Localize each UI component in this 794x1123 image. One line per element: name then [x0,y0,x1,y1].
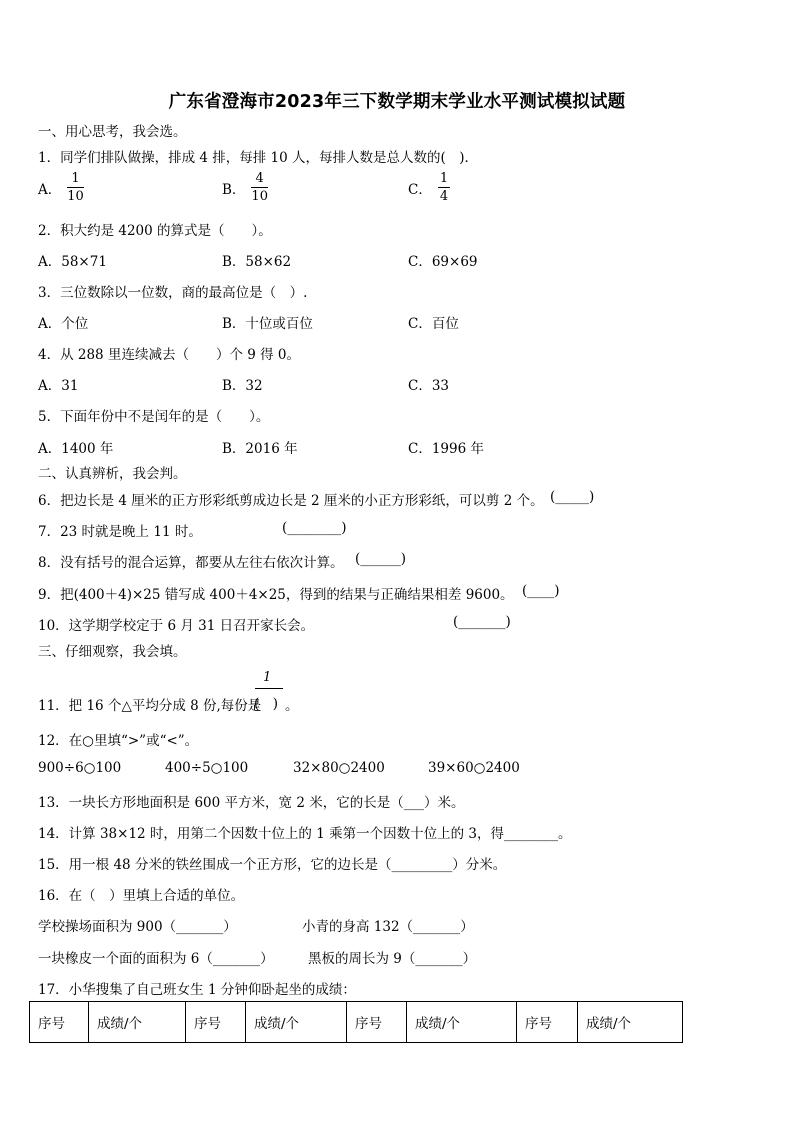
table-header-cell: 成绩/个 [407,1002,517,1043]
q2-option-c: C．69×69 [408,254,478,270]
question-12: 12．在○里填“>”或“<”。 [38,733,199,749]
question-7: 7．23 时就是晚上 11 时。 [38,524,202,540]
scores-table-header-row [30,1002,683,1043]
q1-b-denominator: 10 [251,189,268,204]
section-1-heading: 一、用心思考，我会选。 [38,124,187,140]
q1-c-numerator: 1 [439,171,449,186]
q12-expression-1: 900÷6○100 [38,760,122,776]
q16-item-2: 小青的身高 132（_______） [302,919,474,935]
q5-option-a: A．1400 年 [38,441,114,457]
question-2: 2．积大约是 4200 的算式是（ ）。 [38,223,272,239]
q1-option-b-fraction [251,172,268,203]
q1-c-denominator: 4 [439,189,449,204]
q1-option-c [408,172,450,203]
q1-option-b-label: B． [222,181,246,198]
q11-fraction-denominator-blank[interactable]: ( ) [254,696,279,712]
q16-item-1: 学校操场面积为 900（_______） [38,919,237,935]
q1-option-b [222,172,268,203]
question-14: 14．计算 38×12 时，用第二个因数十位上的 1 乘第一个因数十位上的 3，得________。 [38,826,572,842]
q4-option-a: A．31 [38,378,79,394]
q9-answer-blank[interactable]: (____) [522,583,560,599]
q1-a-denominator: 10 [67,189,84,204]
section-3-heading: 三、仔细观察，我会填。 [38,644,187,660]
q1-b-numerator: 4 [251,172,268,188]
q1-option-a-fraction [67,172,84,203]
q3-option-b: B．十位或百位 [222,316,313,332]
q6-answer-blank[interactable]: (_____) [550,489,595,505]
q5-option-b: B．2016 年 [222,441,298,457]
section-2-heading: 二、认真辨析，我会判。 [38,466,187,482]
question-10: 10．这学期学校定于 6 月 31 日召开家长会。 [38,618,315,634]
q11-end-mark: 。 [285,698,299,714]
q10-answer-blank[interactable]: (_______) [453,614,511,630]
q4-option-c: C．33 [408,378,450,394]
q12-expression-3: 32×80○2400 [293,760,385,776]
question-17: 17．小华搜集了自己班女生 1 分钟仰卧起坐的成绩： [38,982,356,998]
q2-option-b: B．58×62 [222,254,292,270]
question-11: 11．把 16 个△平均分成 8 份,每份是 [38,698,262,714]
q12-expression-2: 400÷5○100 [165,760,249,776]
q1-option-c-label: C． [408,181,432,198]
q1-option-a [38,172,84,203]
question-1: 1．同学们排队做操，排成 4 排，每排 10 人，每排人数是总人数的( )． [38,150,479,166]
scores-table [29,1001,683,1043]
q3-option-c: C．百位 [408,316,459,332]
table-header-cell: 成绩/个 [246,1002,347,1043]
question-3: 3．三位数除以一位数，商的最高位是（ ）. [38,285,308,301]
q1-option-c-fraction [438,172,450,203]
question-15: 15．用一根 48 分米的铁丝围成一个正方形，它的边长是（_________）分米。 [38,857,507,873]
question-5: 5．下面年份中不是闰年的是（ ）。 [38,409,270,425]
q3-option-a: A．个位 [38,316,89,332]
q16-item-4: 黑板的周长为 9（_______） [308,951,477,967]
q11-fraction-bar [255,688,283,689]
table-header-cell: 序号 [186,1002,246,1043]
q16-item-3: 一块橡皮一个面的面积为 6（_______） [38,951,274,967]
q11-fraction-numerator: 1 [263,670,272,685]
question-8: 8．没有括号的混合运算，都要从左往右依次计算。 [38,555,344,571]
table-header-cell: 序号 [30,1002,89,1043]
q4-option-b: B．32 [222,378,263,394]
q2-option-a: A．58×71 [38,254,107,270]
q1-a-numerator: 1 [67,172,84,188]
table-header-cell: 序号 [517,1002,578,1043]
q1-option-a-label: A． [38,181,62,198]
q7-answer-blank[interactable]: (________) [282,520,347,536]
question-9: 9．把(400＋4)×25 错写成 400＋4×25，得到的结果与正确结果相差 9600。 [38,587,514,603]
question-4: 4．从 288 里连续减去（ ）个 9 得 0。 [38,347,300,363]
table-header-cell: 成绩/个 [89,1002,186,1043]
question-16: 16．在（ ）里填上合适的单位。 [38,888,245,904]
q8-answer-blank[interactable]: (______) [355,551,407,567]
q12-expression-4: 39×60○2400 [428,760,520,776]
table-header-cell: 序号 [347,1002,407,1043]
table-header-cell: 成绩/个 [578,1002,683,1043]
page-title: 广东省澄海市2023年三下数学期末学业水平测试模拟试题 [168,92,626,112]
question-13: 13．一块长方形地面积是 600 平方米，宽 2 米，它的长是（___）米。 [38,795,465,811]
q5-option-c: C．1996 年 [408,441,484,457]
question-6: 6．把边长是 4 厘米的正方形彩纸剪成边长是 2 厘米的小正方形彩纸，可以剪 2 个。 [38,493,544,509]
